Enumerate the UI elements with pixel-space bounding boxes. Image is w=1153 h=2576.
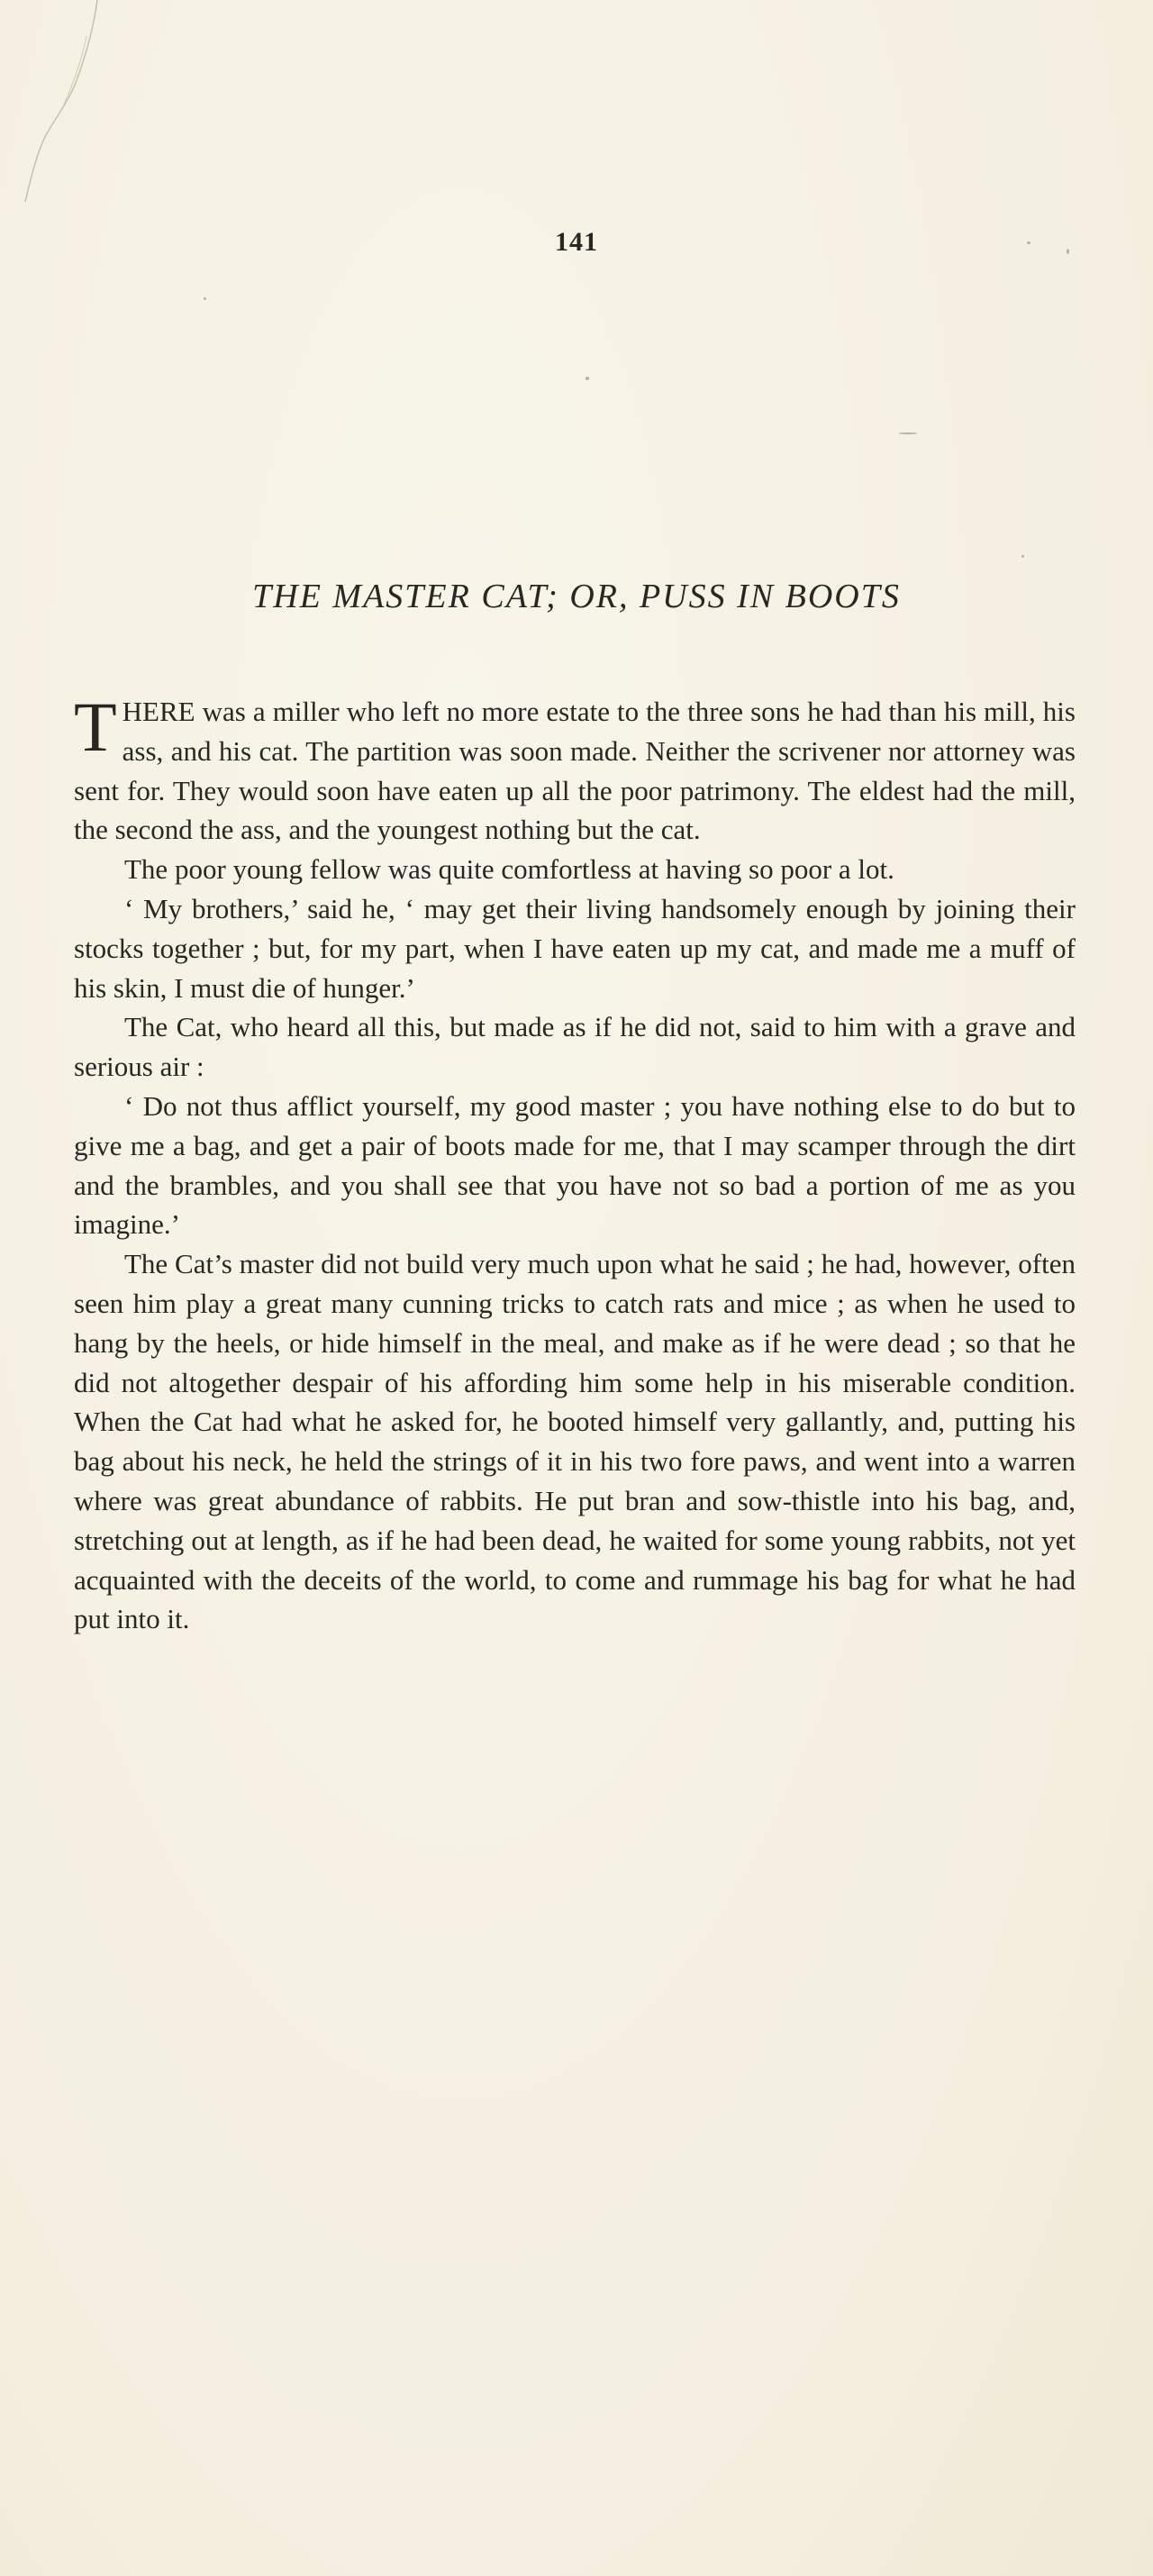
paper-speck xyxy=(586,377,589,380)
paragraph: ‘ My brothers,’ said he, ‘ may get their living handsomely enough by joining their stocks together ; but, for my part, when I have eaten up my cat, and made me a muff of his skin, I must die of hunger.’ xyxy=(74,892,1076,1004)
paragraph: The Cat’s master did not build very much upon what he said ; he had, however, often seen him play a great many cunning tricks to catch rats and mice ; as when he used to hang by the heels, or hide himself in the meal, and make as if he were dead ; so that he did not altogether despair of his affording him some help in his miserable condition. When the Cat had what he asked for, he booted himself very gallantly, and, putting his bag about his neck, he held the strings of it in his two fore paws, and went into a warren where was great abundance of rabbits. He put bran and sow-thistle into his bag, and, stretching out at length, as if he had been dead, he waited for some young rabbits, not yet acquainted with the deceits of the world, to come and rummage his bag for what he had put into it. xyxy=(74,1248,1076,1635)
paper-speck xyxy=(1021,555,1024,558)
paper-speck xyxy=(899,432,917,434)
paragraph: ‘ Do not thus afflict yourself, my good master ; you have nothing else to do but to give me a bag, and get a pair of boots made for me, that I may scamper through the dirt and the brambles, and you shall see that you have not so bad a portion of me as you imagine.’ xyxy=(74,1089,1076,1241)
paragraph xyxy=(74,687,1076,850)
torn-edge-mark xyxy=(0,0,108,216)
drop-cap: T xyxy=(74,687,117,766)
paragraph-text: HERE was a miller who left no more estate to the three sons he had than his mill, his ass, and his cat. The partition was soon made. Neither the scrivener nor attorney was sent for. They would soon have eaten up all the poor patrimony. The eldest had the mill, the second the ass, and the youngest nothing but the cat. xyxy=(74,696,1076,846)
paragraph: The poor young fellow was quite comfortless at having so poor a lot. xyxy=(124,853,894,886)
story-body xyxy=(74,687,1076,1639)
paper-speck xyxy=(204,297,206,300)
page-number: 141 xyxy=(555,227,598,257)
paragraph: The Cat, who heard all this, but made as if he did not, said to him with a grave and serious air : xyxy=(74,1011,1076,1083)
story-title: THE MASTER CAT; OR, PUSS IN BOOTS xyxy=(252,578,901,615)
